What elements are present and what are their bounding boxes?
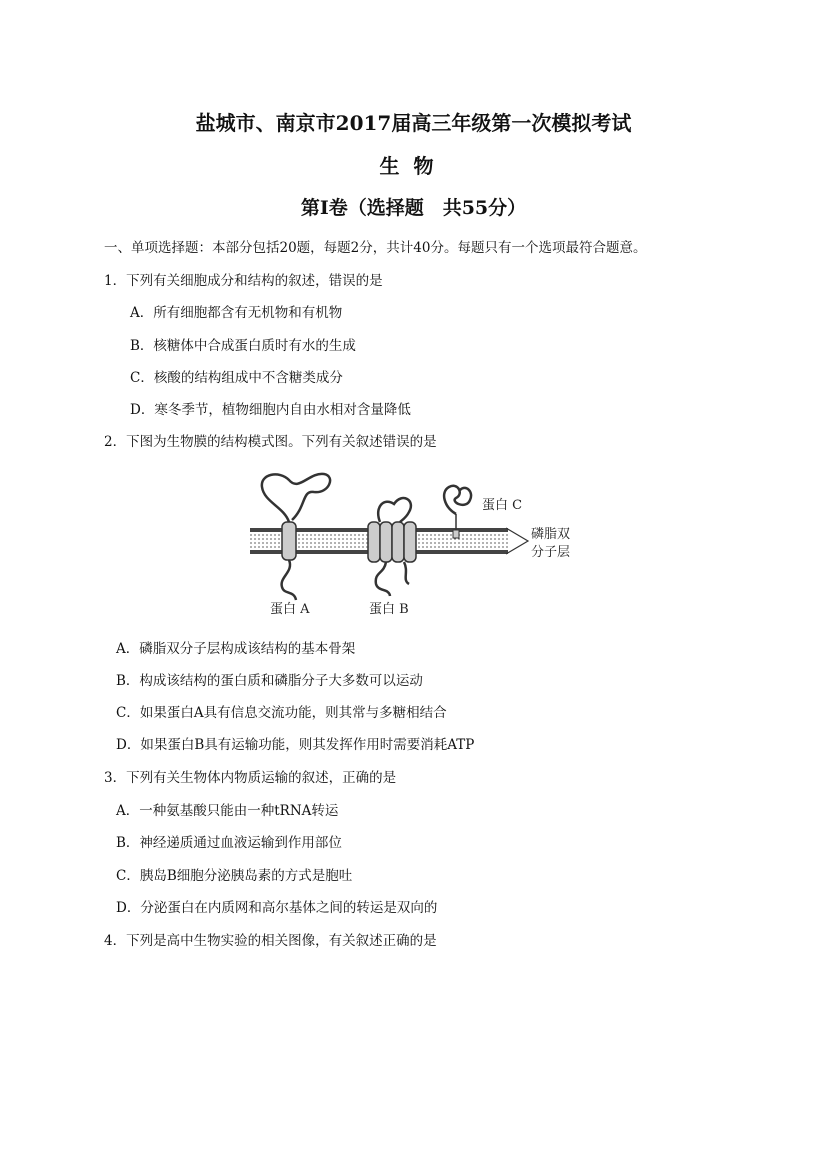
subject-title: 生物 (379, 154, 448, 178)
question-2-option-a: A．磷脂双分子层构成该结构的基本骨架 (116, 641, 356, 657)
part-title: 第I卷（选择题 共55分） (300, 197, 527, 219)
membrane-diagram (244, 462, 584, 622)
question-3-stem: 3．下列有关生物体内物质运输的叙述，正确的是 (104, 770, 397, 786)
question-1-option-a: A．所有细胞都含有无机物和有机物 (130, 305, 343, 321)
question-3-option-a: A．一种氨基酸只能由一种tRNA转运 (116, 803, 339, 819)
protein-b (368, 498, 416, 596)
question-1-stem: 1．下列有关细胞成分和结构的叙述，错误的是 (104, 273, 383, 289)
question-3-option-b: B．神经递质通过血液运输到作用部位 (116, 835, 342, 851)
question-2-stem: 2．下图为生物膜的结构模式图。下列有关叙述错误的是 (104, 434, 437, 450)
label-protein-a: 蛋白 A (270, 602, 310, 617)
exam-title: 盐城市、南京市2017届高三年级第一次模拟考试 (195, 111, 632, 135)
question-4-stem: 4．下列是高中生物实验的相关图像，有关叙述正确的是 (104, 933, 437, 949)
question-2-option-d: D．如果蛋白B具有运输功能，则其发挥作用时需要消耗ATP (116, 737, 475, 753)
label-protein-b: 蛋白 B (369, 602, 409, 617)
bilayer-arrow (506, 528, 528, 554)
question-1-option-b: B．核糖体中合成蛋白质时有水的生成 (130, 338, 356, 354)
label-bilayer-line2: 分子层 (531, 545, 571, 560)
question-1-option-d: D．寒冬季节，植物细胞内自由水相对含量降低 (130, 402, 411, 418)
question-2-option-b: B．构成该结构的蛋白质和磷脂分子大多数可以运动 (116, 673, 423, 689)
question-3-option-c: C．胰岛B细胞分泌胰岛素的方式是胞吐 (116, 868, 353, 884)
question-1-option-c: C．核酸的结构组成中不含糖类成分 (130, 370, 343, 386)
label-bilayer-line1: 磷脂双 (531, 527, 571, 542)
section-instruction: 一、单项选择题：本部分包括20题，每题2分，共计40分。每题只有一个选项最符合题意。 (104, 240, 647, 256)
question-2-option-c: C．如果蛋白A具有信息交流功能，则其常与多糖相结合 (116, 705, 447, 721)
question-3-option-d: D．分泌蛋白在内质网和高尔基体之间的转运是双向的 (116, 900, 438, 916)
label-protein-c: 蛋白 C (482, 498, 523, 513)
protein-a (262, 474, 330, 600)
